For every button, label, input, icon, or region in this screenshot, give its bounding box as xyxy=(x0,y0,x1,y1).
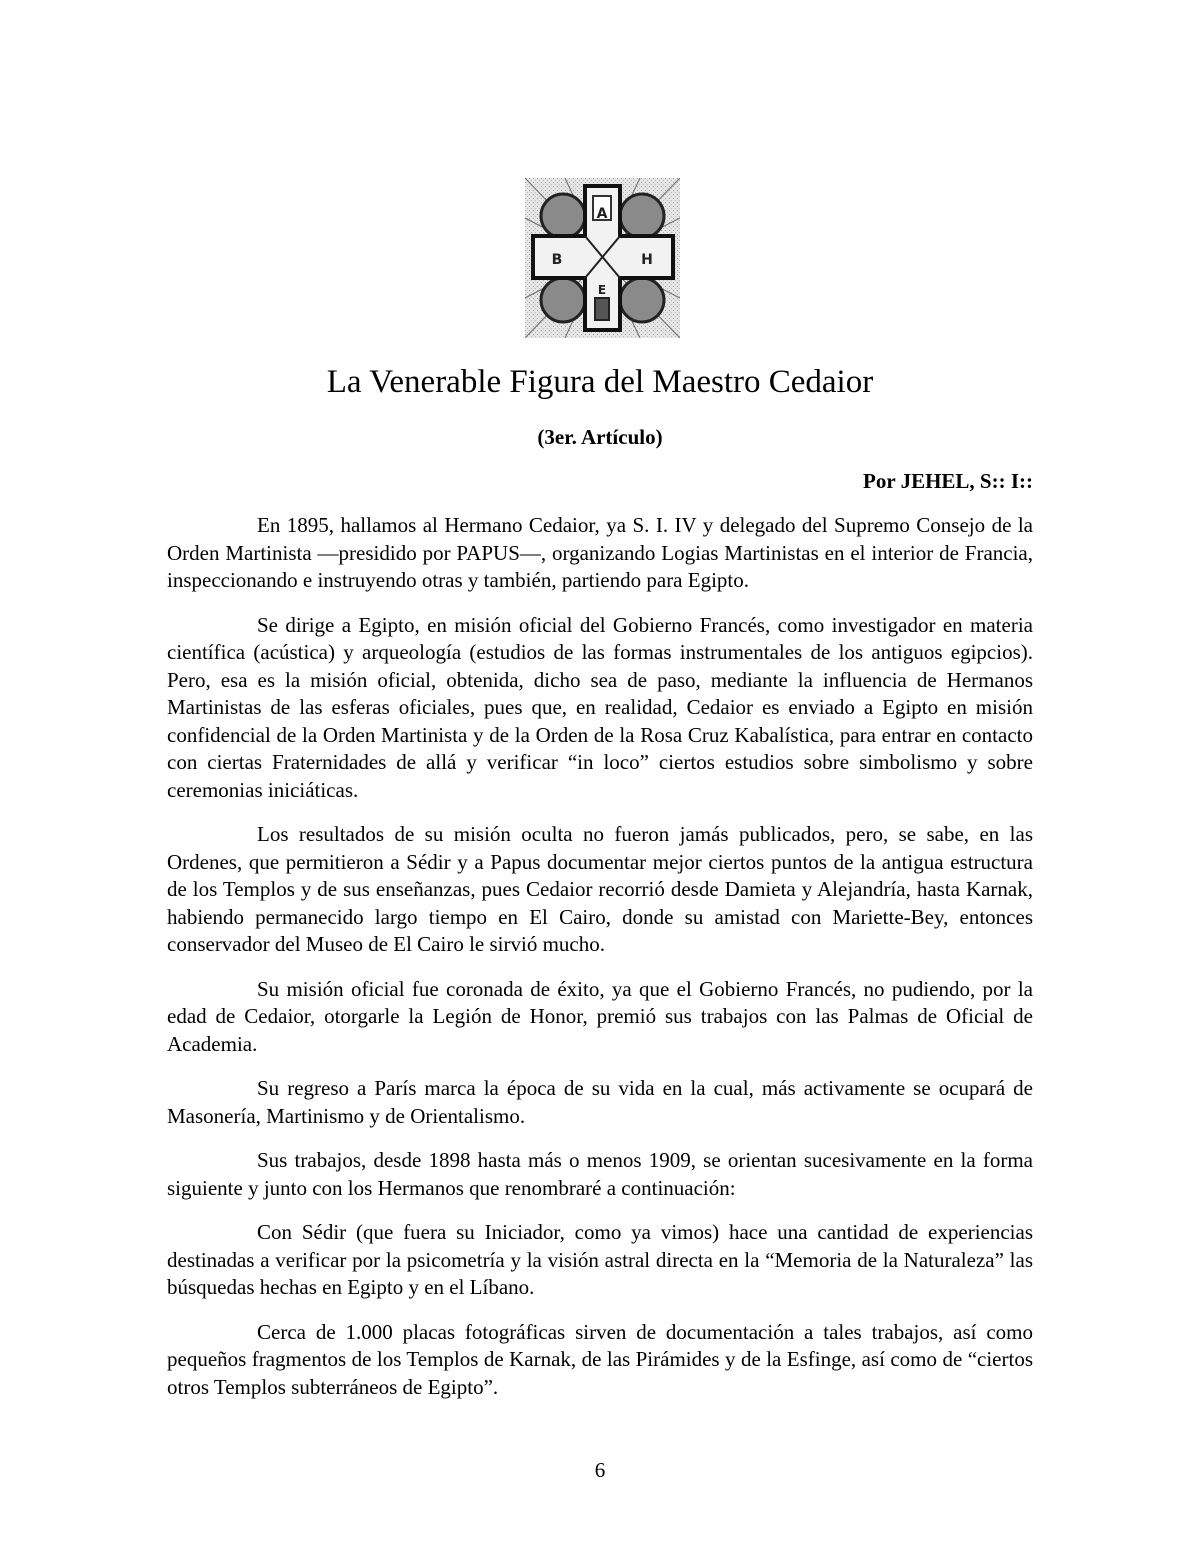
paragraph: Sus trabajos, desde 1898 hasta más o menos 1909, se orientan sucesivamente en la forma siguiente y junto con los Hermanos que renombraré a continuación: xyxy=(167,1148,1033,1200)
paragraph: Su misión oficial fue coronada de éxito, ya que el Gobierno Francés, no pudiendo, por la edad de Cedaior, otorgarle la Legión de Honor, premió sus trabajos con las Palmas de Oficial de Academia. xyxy=(167,976,1033,1056)
svg-text:E: E xyxy=(597,283,607,297)
author-byline: Por JEHEL, S:: I:: xyxy=(863,469,1033,493)
paragraph: En 1895, hallamos al Hermano Cedaior, ya S. I. IV y delegado del Supremo Consejo de la Orden Martinista —presidido por PAPUS—, organizando Logias Martinistas en el interior de Francia, inspeccionando e instruyendo otras y también, partiendo para Egipto. xyxy=(167,513,1033,592)
martinist-cross-emblem-icon xyxy=(525,178,680,338)
page-number: 6 xyxy=(594,1458,606,1482)
svg-text:H: H xyxy=(641,252,653,268)
paragraph: Con Sédir (que fuera su Iniciador, como ya vimos) hace una cantidad de experiencias destinadas a verificar por la psicometría y la visión astral directa en la “Memoria de la Naturaleza” las búsquedas hechas en Egipto y en el Líbano. xyxy=(167,1220,1033,1299)
paragraph: Su regreso a París marca la época de su vida en la cual, más activamente se ocupará de Masonería, Martinismo y de Orientalismo. xyxy=(167,1076,1033,1128)
article-subtitle: (3er. Artículo) xyxy=(537,425,663,449)
paragraph: Cerca de 1.000 placas fotográficas sirven de documentación a tales trabajos, así como pequeños fragmentos de los Templos de Karnak, de las Pirámides y de la Esfinge, así como de “ciertos otros Templos subterráneos de Egipto”. xyxy=(167,1319,1033,1399)
svg-text:B: B xyxy=(551,252,563,268)
paragraph: Los resultados de su misión oculta no fueron jamás publicados, pero, se sabe, en las Ordenes, que permitieron a Sédir y a Papus documentar mejor ciertos puntos de la antigua estructura de los Templos y de sus enseñanzas, pues Cedaior recorrió desde Damieta y Alejandría, hasta Karnak, habiendo permanecido largo tiempo en El Cairo, donde su amistad con Mariette-Bey, entonces conservador del Museo de El Cairo le sirvió mucho. xyxy=(167,822,1033,956)
paragraph: Se dirige a Egipto, en misión oficial del Gobierno Francés, como investigador en materia científica (acústica) y arqueología (estudios de las formas instrumentales de los antiguos egipcios). Pero, esa es la misión oficial, obtenida, dicho sea de paso, mediante la influencia de Hermanos Martinistas de las esferas oficiales, pues que, en realidad, Cedaior es enviado a Egipto en misión confidencial de la Orden Martinista y de la Orden de la Rosa Cruz Kabalística, para entrar en contacto con ciertas Fraternidades de allá y verificar “in loco” ciertos estudios sobre simbolismo y sobre ceremonias iniciáticas. xyxy=(167,612,1033,802)
article-body xyxy=(167,512,1033,1418)
svg-text:A: A xyxy=(596,206,608,222)
page-title: La Venerable Figura del Maestro Cedaior xyxy=(326,364,874,400)
